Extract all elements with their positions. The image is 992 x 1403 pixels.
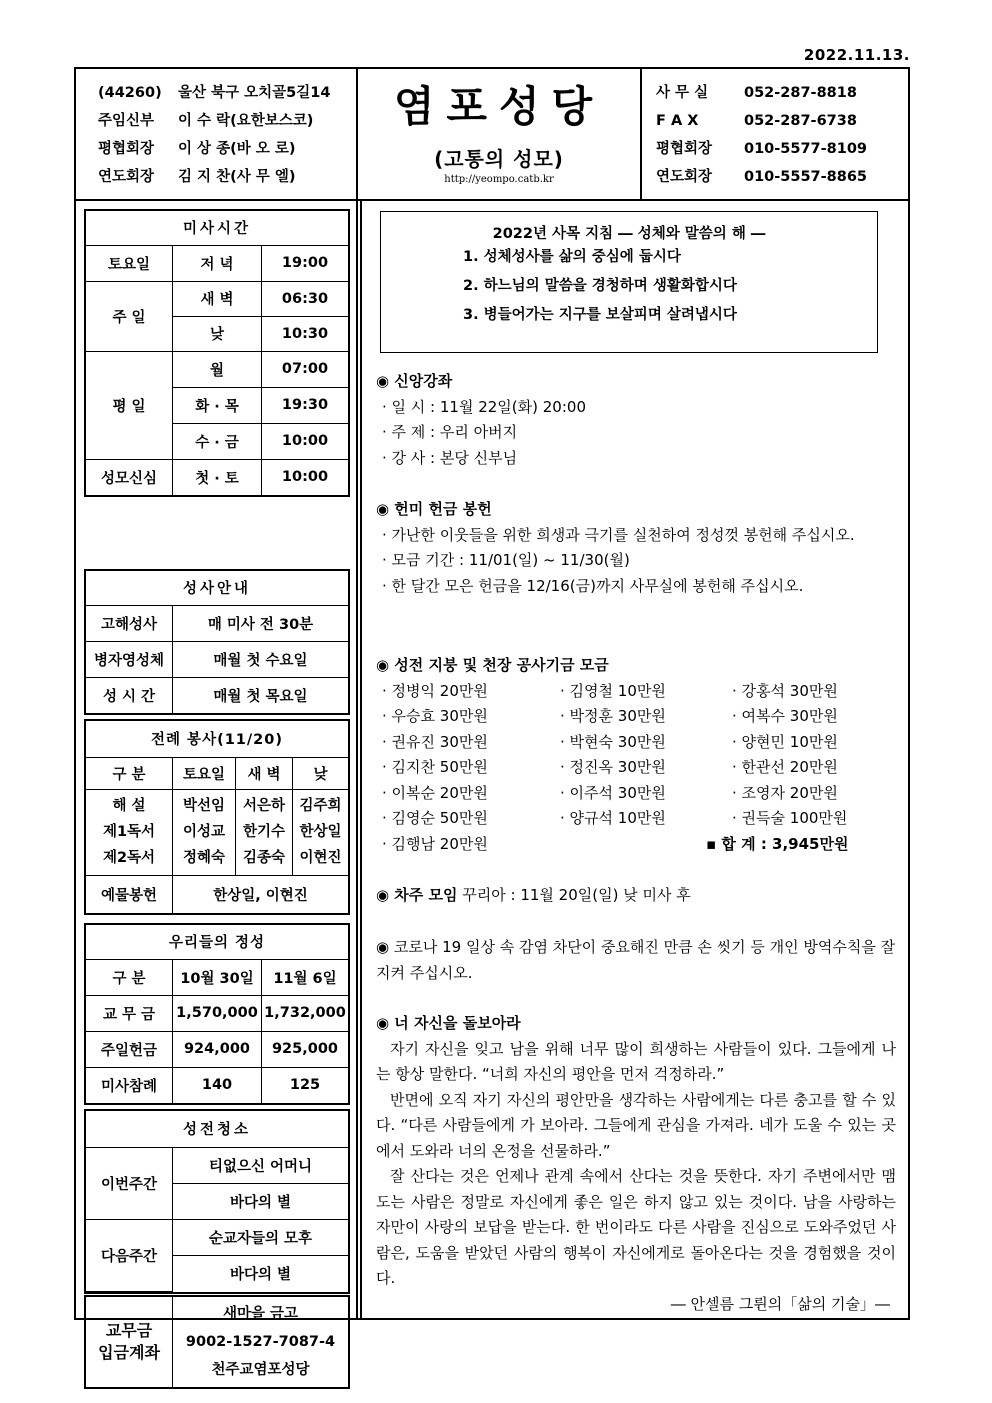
liturgy-box <box>84 719 350 915</box>
row-label: 주일헌금 <box>86 1031 173 1067</box>
donation-title: 우리들의 정성 <box>86 925 348 959</box>
row-value: 매월 첫 목요일 <box>173 677 349 713</box>
row-value: 바다의 별 <box>173 1255 349 1291</box>
donation-box <box>84 923 350 1105</box>
account-box <box>84 1295 350 1389</box>
list-item: · 강 사 : 본당 신부님 <box>382 448 518 467</box>
row-label: 병자영성체 <box>86 641 173 677</box>
fax-number: F A X 052-287-6738 <box>656 113 857 129</box>
section-title: ◉ 성전 지붕 및 천장 공사기금 모금 <box>376 656 609 674</box>
section-title: ◉ 차주 모임 <box>376 886 458 904</box>
row-label: 교 무 금 <box>86 995 173 1031</box>
cleaning-box <box>84 1109 350 1294</box>
church-subtitle: (고통의 성모) <box>434 147 564 171</box>
mass-time: 19:30 <box>262 387 349 423</box>
row-label: 성모신심 <box>86 459 173 495</box>
fund-total: ▪ 합 계 : 3,945만원 <box>706 834 849 853</box>
donor-row: · 김영순 50만원 · 양규석 10만원 · 권득술 100만원 <box>382 809 848 827</box>
right-column <box>360 201 908 1318</box>
office-phone: 사 무 실 052-287-8818 <box>656 85 857 101</box>
mass-name: 첫 · 토 <box>173 459 262 495</box>
mass-time: 10:00 <box>262 423 349 459</box>
sacrament-box <box>84 569 350 715</box>
donor-row: · 김행남 20만원 ▪ 합 계 : 3,945만원 <box>376 832 896 858</box>
sacrament-table <box>86 571 348 713</box>
council-president-line: 평협회장 이 상 종(바 오 로) <box>98 141 296 157</box>
column-header: 새 벽 <box>236 757 293 789</box>
mass-time: 07:00 <box>262 351 349 387</box>
council-phone: 평협회장 010-5577-8109 <box>656 141 868 157</box>
row-label: 고해성사 <box>86 605 173 641</box>
column-header: 토요일 <box>173 757 236 789</box>
list-item: · 일 시 : 11월 22일(화) 20:00 <box>382 397 586 416</box>
row-value: 바다의 별 <box>173 1183 349 1219</box>
donor-row: · 김지찬 50만원 · 정진옥 30만원 · 한관선 20만원 <box>382 758 838 776</box>
prayer-president-line: 연도회장 김 지 찬(사 무 엘) <box>98 169 296 185</box>
dawn-cell: 서은하 한기수 김종숙 <box>236 789 293 875</box>
notice-text: ◉ 코로나 19 일상 속 감염 차단이 중요해진 만큼 손 씻기 등 개인 방역수칙을 잘 지켜 주십시오. <box>376 938 896 982</box>
mass-times-table <box>86 211 348 495</box>
donor-row: · 정병익 20만원 · 김영철 10만원 · 강홍석 30만원 <box>382 681 838 700</box>
rice-offering-section <box>376 497 896 599</box>
column-header: 구 분 <box>86 959 173 995</box>
church-name: 염포성당 <box>393 82 605 131</box>
list-item: · 한 달간 모은 헌금을 12/16(금)까지 사무실에 봉헌해 주십시오. <box>382 576 804 595</box>
faith-lecture-section <box>376 369 896 471</box>
row-label: 예물봉헌 <box>86 875 173 913</box>
essay-section <box>376 1011 896 1317</box>
liturgy-table <box>86 721 348 913</box>
row-value: 925,000 <box>262 1031 349 1067</box>
liturgy-title: 전례 봉사(11/20) <box>86 721 348 757</box>
row-value: 순교자들의 모후 <box>173 1219 349 1255</box>
meeting-detail: 꾸리아 : 11월 20일(일) 낮 미사 후 <box>462 886 691 904</box>
list-item: · 모금 기간 : 11/01(일) ~ 11/30(월) <box>382 551 630 569</box>
row-value: 1,570,000 <box>173 995 262 1031</box>
guideline-item: 3. 병들어가는 지구를 보살피며 살려냅시다 <box>463 307 737 323</box>
header-title <box>358 69 642 199</box>
mass-name: 월 <box>173 351 262 387</box>
paragraph: 반면에 오직 자기 자신의 평안만을 생각하는 사람에게는 다른 충고를 할 수 있다. “다른 사람들에게 가 보아라. 그들에게 관심을 가져라. 네가 도울 수 있는 곳에서 도와라 너의 온정을 선물하라.” <box>376 1090 896 1160</box>
header <box>76 69 908 201</box>
row-value: 140 <box>173 1067 262 1103</box>
mass-name: 수 · 금 <box>173 423 262 459</box>
church-url[interactable]: http://yeompo.catb.kr <box>444 174 554 185</box>
mass-name: 새 벽 <box>173 281 262 316</box>
row-label: 평 일 <box>86 351 173 459</box>
mass-times-title: 미사시간 <box>86 211 348 245</box>
mass-time: 10:00 <box>262 459 349 495</box>
list-item: · 주 제 : 우리 아버지 <box>382 423 518 441</box>
account-details: 새마을 금고 9002-1527-7087-4 천주교염포성당 <box>173 1297 349 1387</box>
guideline-item: 1. 성체성사를 삶의 중심에 둡시다 <box>463 249 681 265</box>
row-label: 이번주간 <box>86 1147 173 1219</box>
account-table <box>86 1297 348 1387</box>
prayer-phone: 연도회장 010-5557-8865 <box>656 169 868 185</box>
column-header: 낮 <box>293 757 349 789</box>
mass-name: 화 · 목 <box>173 387 262 423</box>
guideline-item: 2. 하느님의 말씀을 경청하며 생활화합시다 <box>463 278 737 294</box>
meeting-section <box>376 883 896 909</box>
row-value: 매월 첫 수요일 <box>173 641 349 677</box>
row-label: 주 일 <box>86 281 173 351</box>
header-contacts <box>642 69 908 199</box>
left-column <box>76 201 358 1378</box>
row-value: 한상일, 이현진 <box>173 875 349 913</box>
cleaning-table <box>86 1111 348 1292</box>
mass-time: 19:00 <box>262 245 349 281</box>
header-info-left <box>76 69 358 199</box>
mass-name: 낮 <box>173 316 262 351</box>
row-label: 미사참례 <box>86 1067 173 1103</box>
mass-time: 10:30 <box>262 316 349 351</box>
row-label: 토요일 <box>86 245 173 281</box>
issue-date: 2022.11.13. <box>803 46 910 64</box>
sacrament-title: 성사안내 <box>86 571 348 605</box>
pastor-line: 주임신부 이 수 락(요한보스코) <box>98 113 314 129</box>
covid-notice <box>376 935 896 986</box>
saturday-cell: 박선임 이성교 정혜숙 <box>173 789 236 875</box>
account-label: 교무금 입금계좌 <box>86 1297 173 1387</box>
mass-time: 06:30 <box>262 281 349 316</box>
address-line: (44260) 울산 북구 오치골5길14 <box>98 85 331 101</box>
pastoral-guideline-box <box>380 211 878 353</box>
column-header: 구 분 <box>86 757 173 789</box>
guideline-title: 2022년 사목 지침 ― 성체와 말씀의 해 ― <box>492 226 766 242</box>
cleaning-title: 성전청소 <box>86 1111 348 1147</box>
section-title: ◉ 너 자신을 돌보아라 <box>376 1014 521 1032</box>
day-cell: 김주희 한상일 이현진 <box>293 789 349 875</box>
donor-row: · 이복순 20만원 · 이주석 30만원 · 조영자 20만원 <box>382 783 838 802</box>
section-title: ◉ 헌미 헌금 봉헌 <box>376 500 492 518</box>
row-label: 다음주간 <box>86 1219 173 1291</box>
row-value: 티없으신 어머니 <box>173 1147 349 1183</box>
row-value: 매 미사 전 30분 <box>173 605 349 641</box>
construction-fund-section <box>376 653 896 857</box>
bulletin-frame <box>74 67 910 1378</box>
row-value: 125 <box>262 1067 349 1103</box>
row-label: 성 시 간 <box>86 677 173 713</box>
donor-row: · 권유진 30만원 · 박현숙 30만원 · 양현민 10만원 <box>382 732 838 751</box>
column-header: 11월 6일 <box>262 959 349 995</box>
donor-row: · 우승효 30만원 · 박정훈 30만원 · 여복수 30만원 <box>382 707 838 725</box>
role-cell: 해 설 제1독서 제2독서 <box>86 789 173 875</box>
essay-source: ― 안셀름 그륀의「삶의 기술」― <box>670 1294 890 1313</box>
donation-table <box>86 925 348 1103</box>
row-value: 1,732,000 <box>262 995 349 1031</box>
column-header: 10월 30일 <box>173 959 262 995</box>
mass-name: 저 녁 <box>173 245 262 281</box>
paragraph: 자기 자신을 잊고 남을 위해 너무 많이 희생하는 사람들이 있다. 그들에게 나는 항상 말한다. “너희 자신의 평안을 먼저 걱정하라.” <box>376 1039 896 1083</box>
mass-times-box <box>84 209 350 497</box>
section-title: ◉ 신앙강좌 <box>376 372 453 390</box>
paragraph: 잘 산다는 것은 언제나 관계 속에서 산다는 것을 뜻한다. 자기 주변에서만 맴도는 사람은 정말로 자신에게 좋은 일은 하지 않고 있는 것이다. 남을 사랑하는 자만이 사랑의 보답을 받는다. 한 번이라도 다른 사람을 진심으로 도와주었던 사람은, 도움을 받았던 사람의 행복이 자신에게로 돌아온다는 것을 경험했을 것이다. <box>376 1167 896 1287</box>
paragraph: · 가난한 이웃들을 위한 희생과 극기를 실천하여 정성껏 봉헌해 주십시오. <box>382 525 855 544</box>
row-value: 924,000 <box>173 1031 262 1067</box>
